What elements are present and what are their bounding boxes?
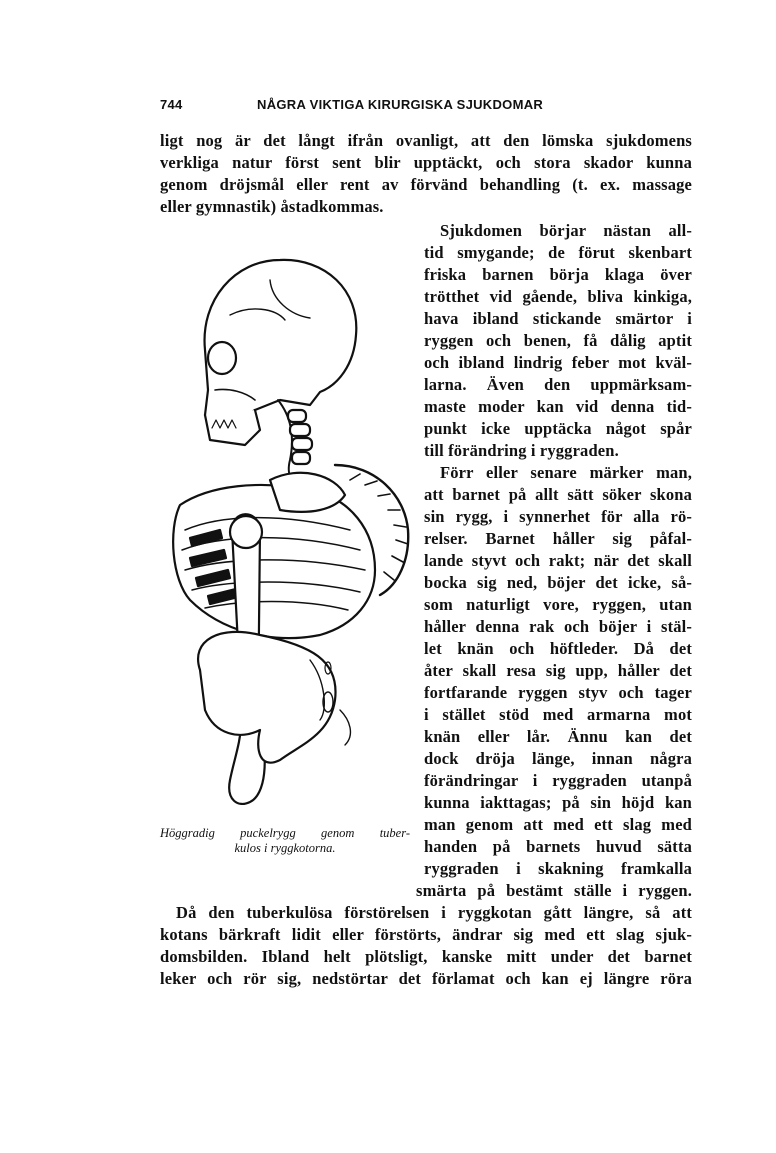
page-number: 744 [160,97,183,112]
column-line: till förändring i ryggraden. [424,441,619,460]
running-head-title: NÅGRA VIKTIGA KIRURGISKA SJUKDOMAR [257,97,544,112]
skeleton-illustration-icon [160,240,420,820]
closing-line-start [174,880,414,902]
caption-line: Höggradig puckelrygg genom tuber- [160,826,410,840]
column-line: relser. Barnet håller sig påfal- [424,529,692,548]
skeleton-figure [160,240,420,820]
column-line: förändringar i ryggraden utanpå [424,771,692,790]
column-line: smärta på bestämt ställe i ryggen. [416,881,692,900]
intro-line: verkliga natur först sent blir upptäckt, och stora skador kunna [160,153,692,172]
intro-line: eller gymnastik) åstadkommas. [160,197,384,216]
intro-line: genom dröjsmål eller rent av förvänd behandling (t. ex. massage [160,175,692,194]
column-line: bocka sig ned, böjer det icke, så- [424,573,692,592]
column-line: som naturligt vore, ryggen, utan [424,595,692,614]
column-line: åter skall resa sig upp, håller det [424,661,692,680]
column-line: friska barnen börja klaga över [424,265,692,284]
closing-line: domsbilden. Ibland helt plötsligt, kanske mitt under det barnet [160,947,692,966]
column-line: och ibland lindrig feber mot kväl- [424,353,692,372]
column-line: lande styvt och rakt; när det skall [424,551,692,570]
column-line: sin rygg, i synnerhet för alla rö- [424,507,692,526]
column-line: Sjukdomen börjar nästan all- [440,221,692,240]
column-line: let knän och höftleder. Då det [424,639,692,658]
column-line: punkt icke upptäcka något spår [424,419,692,438]
column-line: maste moder kan vid denna tid- [424,397,692,416]
closing-line: Då den tuberkulösa förstörelsen i ryggkotan gått längre, så att [176,903,692,922]
intro-line: ligt nog är det långt ifrån ovanligt, att den lömska sjukdomens [160,131,692,150]
column-line: larna. Även den uppmärksam- [424,375,692,394]
running-header [160,97,692,117]
column-line: knän eller lår. Ännu kan det [424,727,692,746]
caption-line: kulos i ryggkotorna. [234,841,336,855]
column-line: trötthet vid gående, bliva kinkiga, [424,287,692,306]
column-line: tid smygande; de förut skenbart [424,243,692,262]
figure-caption [160,826,410,856]
column-line: ryggen och benen, få dålig aptit [424,331,692,350]
column-line: håller denna rak och böjer i stäl- [424,617,692,636]
column-line: ryggraden i skakning framkalla [424,859,692,878]
column-line: hava ibland stickande smärtor i [424,309,692,328]
column-line: fortfarande ryggen styv och tager [424,683,692,702]
column-line: dock dröja länge, innan några [424,749,692,768]
column-line: handen på barnets huvud sätta [424,837,692,856]
column-line: kunna iakttagas; på sin höjd kan [424,793,692,812]
column-line: att barnet på allt sätt söker skona [424,485,692,504]
closing-line: leker och rör sig, nedstörtar det förlamat och kan ej längre röra [160,969,692,988]
column-line: man genom att med ett slag med [424,815,692,834]
column-line: Förr eller senare märker man, [440,463,692,482]
closing-line: kotans bärkraft lidit eller förstörts, ändrar sig med ett slag sjuk- [160,925,692,944]
column-line: i stället stöd med armarna mot [424,705,692,724]
